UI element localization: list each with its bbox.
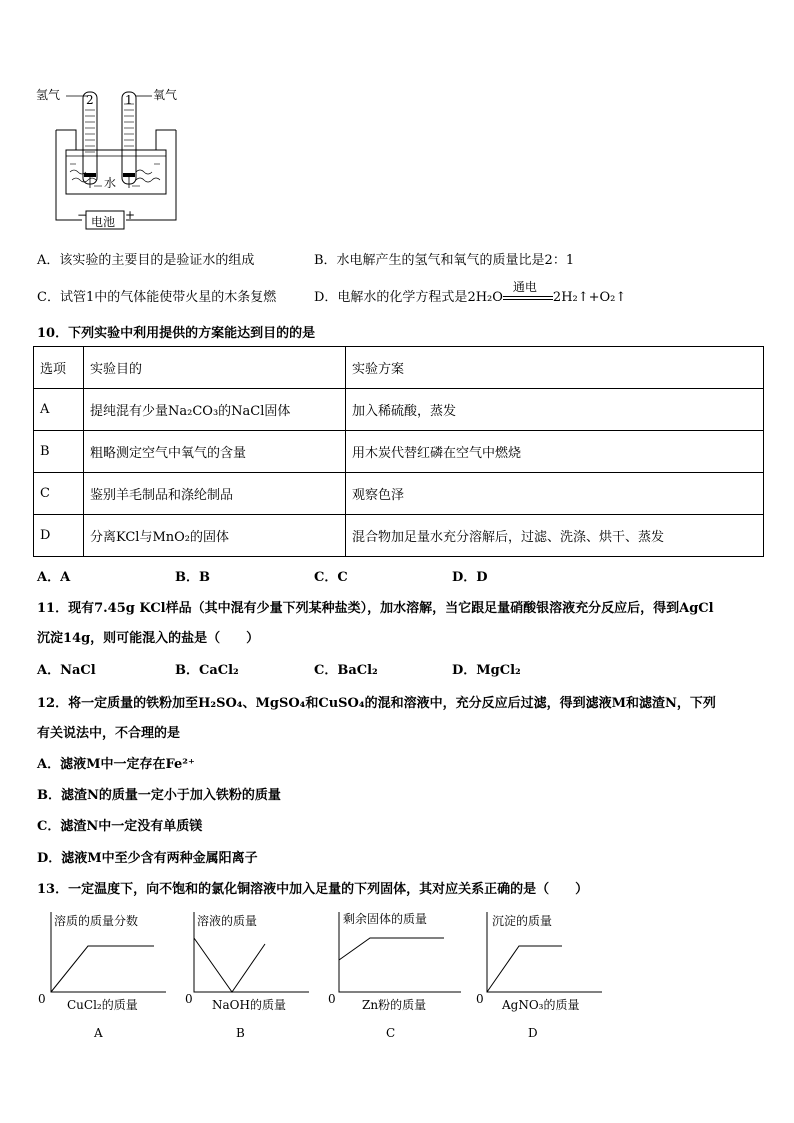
electrolysis-diagram	[36, 84, 206, 234]
graph-b-xlabel: NaOH的质量	[212, 998, 286, 1012]
graph-d-letter: D	[528, 1026, 538, 1040]
q9-d-condition: 通电	[512, 279, 537, 294]
graph-d-xlabel: AgNO₃的质量	[502, 998, 580, 1012]
q9-option-b: B．水电解产生的氢气和氧气的质量比是2：1	[314, 253, 575, 268]
graph-b-ylabel: 溶液的质量	[197, 914, 258, 928]
graph-d-ylabel: 沉淀的质量	[492, 914, 553, 928]
table-header-row	[34, 347, 764, 389]
table-row	[34, 431, 764, 473]
row-a-option: A	[34, 389, 84, 431]
q11-option-c: C．BaCl₂	[314, 663, 378, 678]
header-option: 选项	[34, 347, 84, 389]
q9-d-prefix: D．电解水的化学方程式是	[314, 290, 468, 305]
q10-stem: 10．下列实验中利用提供的方案能达到目的的是	[37, 326, 316, 341]
graph-d	[474, 908, 614, 1043]
q12-option-a: A．滤液M中一定存在Fe²⁺	[37, 757, 195, 772]
row-a-purpose: 提纯混有少量Na₂CO₃的NaCl固体	[84, 389, 346, 431]
graph-b-origin: 0	[185, 992, 193, 1006]
row-b-plan: 用木炭代替红磷在空气中燃烧	[346, 431, 764, 473]
water-label: 水	[104, 176, 117, 190]
row-d-plan: 混合物加足量水充分溶解后，过滤、洗涤、烘干、蒸发	[346, 515, 764, 557]
q12-stem-line2: 有关说法中，不合理的是	[37, 726, 181, 741]
q13-stem: 13．一定温度下，向不饱和的氯化铜溶液中加入足量的下列固体，其对应关系正确的是（ ）	[37, 882, 589, 897]
q11-option-a: A．NaCl	[37, 663, 96, 678]
q10-option-b: B．B	[175, 570, 210, 585]
graph-a-letter: A	[94, 1026, 103, 1040]
q12-option-d: D．滤液M中至少含有两种金属阳离子	[37, 851, 258, 866]
hydrogen-label: 氢气	[36, 88, 61, 102]
graph-a-ylabel: 溶质的质量分数	[54, 914, 139, 928]
q9-option-d	[314, 279, 627, 305]
q11-stem-line2: 沉淀14g，则可能混入的盐是（ ）	[37, 631, 260, 646]
q9-option-a: A．该实验的主要目的是验证水的组成	[37, 253, 255, 268]
q11-option-d: D．MgCl₂	[452, 663, 521, 678]
graph-c-xlabel: Zn粉的质量	[362, 998, 427, 1012]
q10-table	[33, 346, 764, 557]
table-row	[34, 389, 764, 431]
graph-a	[38, 908, 168, 1043]
row-d-purpose: 分离KCl与MnO₂的固体	[84, 515, 346, 557]
row-d-option: D	[34, 515, 84, 557]
q10-option-c: C．C	[314, 570, 348, 585]
battery-label: 电池	[91, 215, 116, 229]
equals-sign	[503, 296, 553, 300]
graph-b	[181, 908, 311, 1043]
q12-stem-line1: 12．将一定质量的铁粉加至H₂SO₄、MgSO₄和CuSO₄的混和溶液中，充分反应后过滤，得到滤液M和滤渣N，下列	[37, 696, 716, 711]
q9-d-lhs: 2H₂O	[467, 290, 503, 305]
graph-c	[326, 908, 466, 1043]
graph-c-origin: 0	[328, 992, 336, 1006]
q9-option-c: C．试管1中的气体能使带火星的木条复燃	[37, 290, 277, 305]
q10-option-a: A．A	[37, 570, 71, 585]
q9-d-rhs: 2H₂↑+O₂↑	[552, 290, 627, 305]
header-plan: 实验方案	[346, 347, 764, 389]
graph-a-origin: 0	[38, 992, 46, 1006]
graph-c-letter: C	[386, 1026, 396, 1040]
q10-option-d: D．D	[452, 570, 488, 585]
oxygen-label: 氧气	[153, 88, 178, 102]
graph-d-origin: 0	[476, 992, 484, 1006]
graph-c-ylabel: 剩余固体的质量	[343, 912, 428, 926]
battery-minus: −	[77, 208, 88, 222]
table-row	[34, 515, 764, 557]
row-c-plan: 观察色泽	[346, 473, 764, 515]
tube-2-label: 2	[86, 93, 94, 107]
row-c-option: C	[34, 473, 84, 515]
graph-b-letter: B	[236, 1026, 245, 1040]
graph-a-xlabel: CuCl₂的质量	[67, 998, 138, 1012]
table-row	[34, 473, 764, 515]
row-b-purpose: 粗略测定空气中氧气的含量	[84, 431, 346, 473]
row-c-purpose: 鉴别羊毛制品和涤纶制品	[84, 473, 346, 515]
battery-plus: +	[125, 208, 136, 222]
q12-option-b: B．滤渣N的质量一定小于加入铁粉的质量	[37, 788, 281, 803]
q11-stem-line1: 11．现有7.45g KCl样品（其中混有少量下列某种盐类），加水溶解，当它跟足量硝酸银溶液充分反应后，得到AgCl	[37, 601, 714, 616]
row-b-option: B	[34, 431, 84, 473]
apparatus-drawing	[36, 84, 206, 234]
q11-option-b: B．CaCl₂	[175, 663, 239, 678]
row-a-plan: 加入稀硫酸，蒸发	[346, 389, 764, 431]
header-purpose: 实验目的	[84, 347, 346, 389]
tube-1-label: 1	[125, 93, 133, 107]
q12-option-c: C．滤渣N中一定没有单质镁	[37, 819, 203, 834]
q9-d-arrow	[503, 279, 553, 304]
